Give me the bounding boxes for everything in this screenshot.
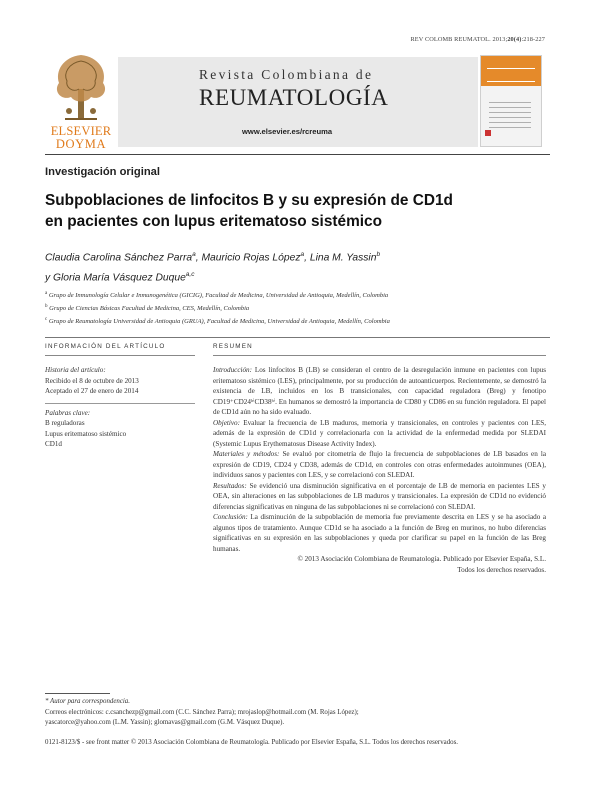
affiliation-item: $^b$ Grupo de Ciencias Básicas Facultad de Medicina, CES, Medellín, Colombia	[45, 304, 250, 313]
abstract-body	[213, 365, 546, 575]
tree-icon	[51, 51, 111, 125]
author-name: Lina M. Yassin	[309, 252, 377, 264]
keyword-item: CD1d	[45, 440, 62, 448]
abstract-paragraph: Introducción: Los linfocitos B (LB) se consideran el centro de la desregulación inmune en pacientes con lupus eritematoso sistémico (LES), principalmente, por su producción de autoanticuerpos. Recientemente, se demostró la existencia de LB, incluidos en los B transicionales, con capacidad reguladora (Breg) y fenotipo CD19⁺CD24ʰⁱCD38ʰⁱ. En humanos se demostró la importancia de CD80 y CD86 en su función reguladora. El papel de CD1d aún no ha sido evaluado.	[213, 366, 546, 416]
running-head: REV COLOMB REUMATOL. 2013;20(4):218-227	[410, 36, 545, 43]
keyword-item: B reguladoras	[45, 419, 85, 427]
corresponding-author-note: * Autor para correspondencia.	[45, 698, 130, 705]
abstract-paragraph: Resultados: Se evidenció una disminución significativa en el porcentaje de LB de memoria en pacientes LES y OEA, sin alteraciones en las subpoblaciones de LB maduros y transicionales. La expresión de CD1d no evidenció diferencias significativas en ninguna de las subpoblaciones ni se correlacionó con SLEDAI.	[213, 481, 546, 511]
info-divider	[45, 403, 195, 404]
keyword-item: Lupus eritematoso sistémico	[45, 429, 127, 438]
abstract-heading: RESUMEN	[213, 343, 546, 356]
rights-reserved: Todos los derechos reservados.	[457, 565, 546, 574]
footnote-divider	[45, 693, 110, 694]
email-list: Correos electrónicos: c.csanchezp@gmail.com (C.C. Sánchez Parra); mrojaslop@hotmail.com (M. Rojas López);	[45, 708, 359, 716]
affiliation-item: $^c$ Grupo de Reumatología Universidad de Antioquia (GRUA), Facultad de Medicina, Universidad de Antioquia, Medellín, Colombia	[45, 317, 390, 326]
abstract-paragraph: Materiales y métodos: Se evaluó por citometría de flujo la frecuencia de subpoblaciones de LB basados en la expresión de CD19, CD24 y CD38, además de CD1d, en controles con otras enfermedades autoinmunes (OEA), individuos sanos y pacientes con LES, y se correlacionó con SLEDAI.	[213, 450, 546, 479]
journal-cover-thumbnail	[480, 55, 542, 147]
header-divider	[45, 154, 550, 155]
abstract-paragraph: Objetivo: Evaluar la frecuencia de LB maduros, memoria y transicionales, en controles y pacientes con LES, además de la expresión de CD1d y correlacionarla con la actividad de la enfermedad medida por SLEDAI (Systemic Lupus Erythematosus Disease Activity Index).	[213, 418, 546, 448]
affiliations	[45, 288, 550, 327]
journal-name-line2: REUMATOLOGÍA	[199, 85, 389, 110]
footnote	[45, 697, 550, 729]
front-matter-line: 0121-8123/$ - see front matter © 2013 Asociación Colombiana de Reumatología. Publicado por Elsevier España, S.L. Todos los derechos reservados.	[45, 739, 458, 746]
abstract-paragraph: Conclusión: La disminución de la subpoblación de memoria fue previamente descrita en LES y se ha asociado a algunos tipos de tratamiento. Aunque CD1d se ha asociado a la función de Breg en murinos, no hubo diferencias significativas en su expresión en las subpoblaciones y queda por clarificar su papel en la función de las Breg humanas.	[213, 513, 546, 553]
cover-logo-icon	[485, 130, 491, 136]
journal-url-link[interactable]: www.elsevier.es/rcreuma	[242, 127, 333, 136]
article-title: Subpoblaciones de linfocitos B y su expresión de CD1d en pacientes con lupus eritematoso sistémico	[45, 192, 453, 230]
author-name: Claudia Carolina Sánchez Parra	[45, 252, 193, 264]
author-name: y Gloria María Vásquez Duque	[45, 272, 186, 284]
accepted-date: Aceptado el 27 de enero de 2014	[45, 387, 139, 395]
content-divider	[45, 337, 550, 338]
journal-name-line1: Revista Colombiana de	[199, 67, 374, 82]
article-section: Investigación original	[45, 166, 161, 178]
publisher-logo-subtext: DOYMA	[55, 137, 107, 151]
article-info-column	[45, 343, 195, 450]
elsevier-logo	[47, 51, 115, 151]
keywords-label: Palabras clave:	[45, 408, 91, 417]
copyright-notice: © 2013 Asociación Colombiana de Reumatología. Publicado por Elsevier España, S.L.	[297, 555, 546, 563]
author-name: Mauricio Rojas López	[201, 252, 301, 264]
author-list: Claudia Carolina Sánchez Parra$^a$, Mauricio Rojas López$^a$, Lina M. Yassin$^b$ y Gloria María Vásquez Duque$^{a,c}$	[45, 251, 381, 284]
article-info-heading: INFORMACIÓN DEL ARTÍCULO	[45, 343, 195, 356]
affiliation-item: $^a$ Grupo de Inmunología Celular e Inmunogenética (GICIG), Facultad de Medicina, Universidad de Antioquia, Medellín, Colombia	[45, 291, 389, 300]
publisher-logo-text: ELSEVIER	[50, 124, 112, 138]
received-date: Recibido el 8 de octubre de 2013	[45, 376, 139, 385]
abstract-column	[213, 343, 546, 575]
history-label: Historia del artículo:	[45, 366, 106, 374]
email-list: yascatorce@yahoo.com (L.M. Yassin); glomavas@gmail.com (G.M. Vásquez Duque).	[45, 719, 285, 726]
